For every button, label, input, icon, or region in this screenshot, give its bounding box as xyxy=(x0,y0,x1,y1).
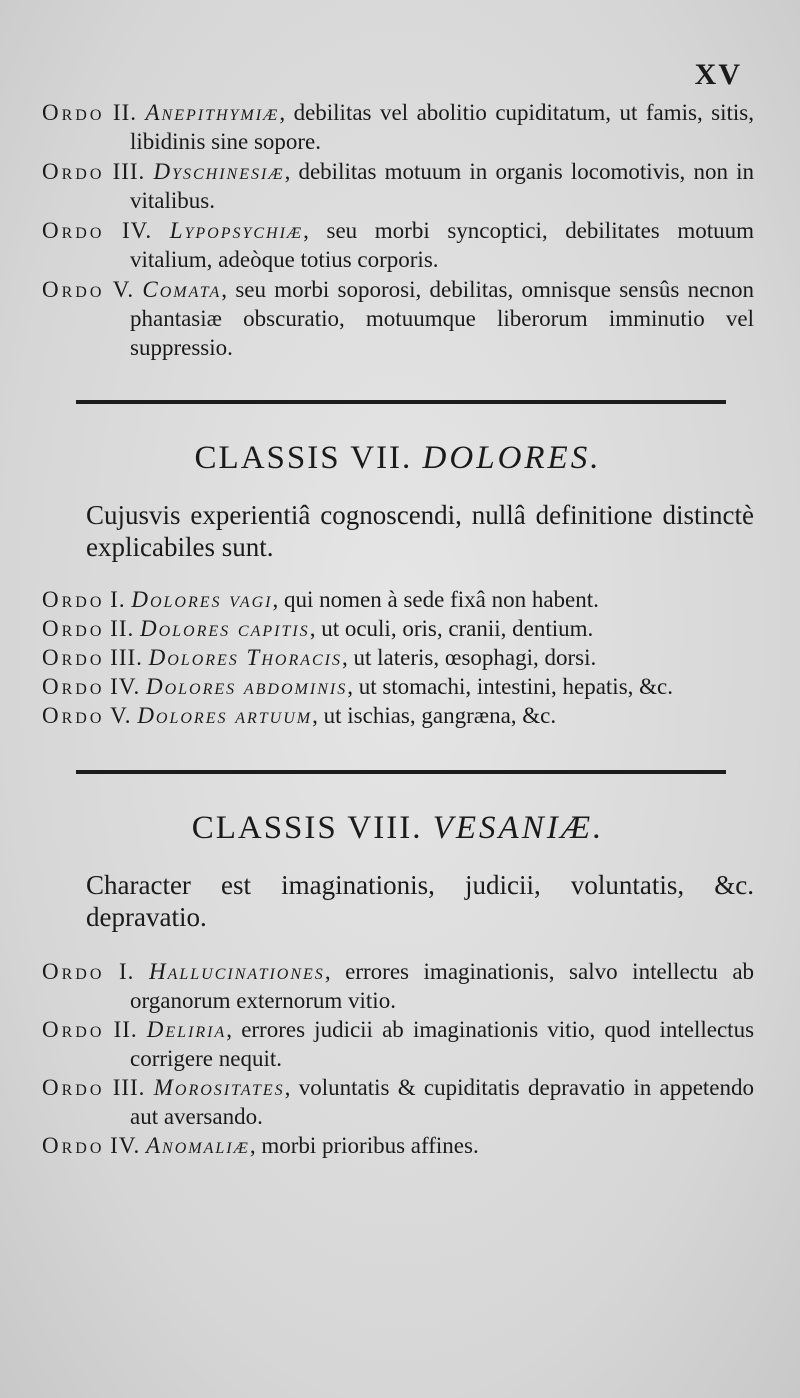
ordo-label: Ordo xyxy=(42,100,105,125)
ordo-name: Anepithymiæ xyxy=(145,100,280,125)
ordo-number: IV. xyxy=(110,1133,141,1158)
ordo-entry xyxy=(42,98,754,156)
classis-name: DOLORES. xyxy=(422,440,602,476)
ordo-label: Ordo xyxy=(42,1017,105,1042)
ordo-name: Morositates xyxy=(153,1075,285,1100)
ordo-number: II. xyxy=(113,1017,138,1042)
classis-vii-character: Cujusvis experientiâ cognoscendi, nullâ definitione distinctè explicabiles sunt. xyxy=(86,500,754,562)
ordo-number: II. xyxy=(110,616,135,641)
ordo-text: , ut oculi, oris, cranii, dentium. xyxy=(309,616,594,641)
ordo-number: V. xyxy=(110,703,132,728)
ordo-text: , errores imaginationis, salvo intellectu ab organorum externorum vitio. xyxy=(130,959,755,1013)
ordo-text: , ut ischias, gangræna, &c. xyxy=(312,703,557,728)
ordo-entry xyxy=(42,957,754,1015)
ordo-entry xyxy=(42,275,754,362)
ordo-name: Comata xyxy=(142,277,222,302)
page-number: XV xyxy=(694,58,742,91)
ordo-label: Ordo xyxy=(42,959,105,984)
horizontal-rule xyxy=(76,770,726,774)
classis-label: CLASSIS VIII. xyxy=(191,810,423,846)
ordo-number: I. xyxy=(110,587,126,612)
ordo-text: , debilitas motuum in organis locomotivis, non in vitalibus. xyxy=(130,159,754,213)
horizontal-rule xyxy=(76,400,726,404)
ordo-entry xyxy=(42,157,754,215)
ordo-label: Ordo xyxy=(42,159,105,184)
ordo-entry xyxy=(42,643,754,672)
ordo-text: , morbi prioribus affines. xyxy=(249,1133,479,1158)
ordo-text: , seu morbi soporosi, debilitas, omnisque sensûs necnon phantasiæ obscuratio, motuumque liberorum imminutio vel suppressio. xyxy=(130,277,754,360)
ordo-name: Dolores vagi xyxy=(131,587,273,612)
ordo-label: Ordo xyxy=(42,1075,105,1100)
ordo-name: Deliria xyxy=(146,1017,227,1042)
ordo-entry xyxy=(42,672,754,701)
ordo-number: V. xyxy=(112,277,135,302)
classis-viii-character: Character est imaginationis, judicii, voluntatis, &c. depravatio. xyxy=(86,870,754,932)
ordo-text: , voluntatis & cupiditatis depravatio in appetendo aut aversando. xyxy=(130,1075,755,1129)
ordo-name: Dyschinesiæ xyxy=(153,159,285,184)
ordo-entry xyxy=(42,701,754,730)
ordo-name: Hallucinationes xyxy=(148,959,325,984)
ordo-entry xyxy=(42,1073,754,1131)
ordo-label: Ordo xyxy=(42,703,105,728)
classis-vii-ordines xyxy=(42,585,754,730)
ordo-entry xyxy=(42,614,754,643)
ordo-name: Anomaliæ xyxy=(145,1133,250,1158)
ordo-text: , errores judicii ab imaginationis vitio, quod intellectus corrigere nequit. xyxy=(130,1017,755,1071)
ordo-entry xyxy=(42,1015,754,1073)
ordo-label: Ordo xyxy=(42,218,105,243)
ordo-text: , ut lateris, œsophagi, dorsi. xyxy=(342,645,597,670)
ordo-label: Ordo xyxy=(42,674,105,699)
ordo-text: , ut stomachi, intestini, hepatis, &c. xyxy=(347,674,673,699)
ordo-label: Ordo xyxy=(42,1133,105,1158)
top-section xyxy=(42,98,754,362)
ordo-name: Dolores abdominis xyxy=(145,674,348,699)
ordo-label: Ordo xyxy=(42,616,105,641)
classis-name: VESANIÆ. xyxy=(432,810,605,846)
ordo-text: , seu morbi syncoptici, debilitates motuum vitalium, adeòque totius corporis. xyxy=(130,218,755,272)
ordo-number: IV. xyxy=(122,218,153,243)
ordo-number: III. xyxy=(110,645,143,670)
ordo-number: IV. xyxy=(110,674,141,699)
ordo-entry xyxy=(42,216,754,274)
ordo-name: Lypopsychiæ xyxy=(169,218,304,243)
ordo-entry xyxy=(42,585,754,614)
ordo-number: III. xyxy=(112,159,146,184)
classis-viii-title xyxy=(42,810,754,847)
ordo-text: , debilitas vel abolitio cupiditatum, ut famis, sitis, libidinis sine sopore. xyxy=(130,100,755,154)
ordo-label: Ordo xyxy=(42,645,105,670)
ordo-label: Ordo xyxy=(42,277,105,302)
classis-vii-title xyxy=(42,440,754,477)
ordo-number: I. xyxy=(118,959,135,984)
page-content xyxy=(42,98,754,1160)
ordo-name: Dolores Thoracis xyxy=(148,645,343,670)
ordo-label: Ordo xyxy=(42,587,105,612)
ordo-name: Dolores capitis xyxy=(139,616,310,641)
classis-viii-ordines xyxy=(42,957,754,1160)
ordo-text: , qui nomen à sede fixâ non habent. xyxy=(272,587,599,612)
ordo-number: III. xyxy=(112,1075,146,1100)
ordo-entry xyxy=(42,1131,754,1160)
classis-label: CLASSIS VII. xyxy=(194,440,413,476)
ordo-number: II. xyxy=(112,100,137,125)
ordo-name: Dolores artuum xyxy=(137,703,313,728)
